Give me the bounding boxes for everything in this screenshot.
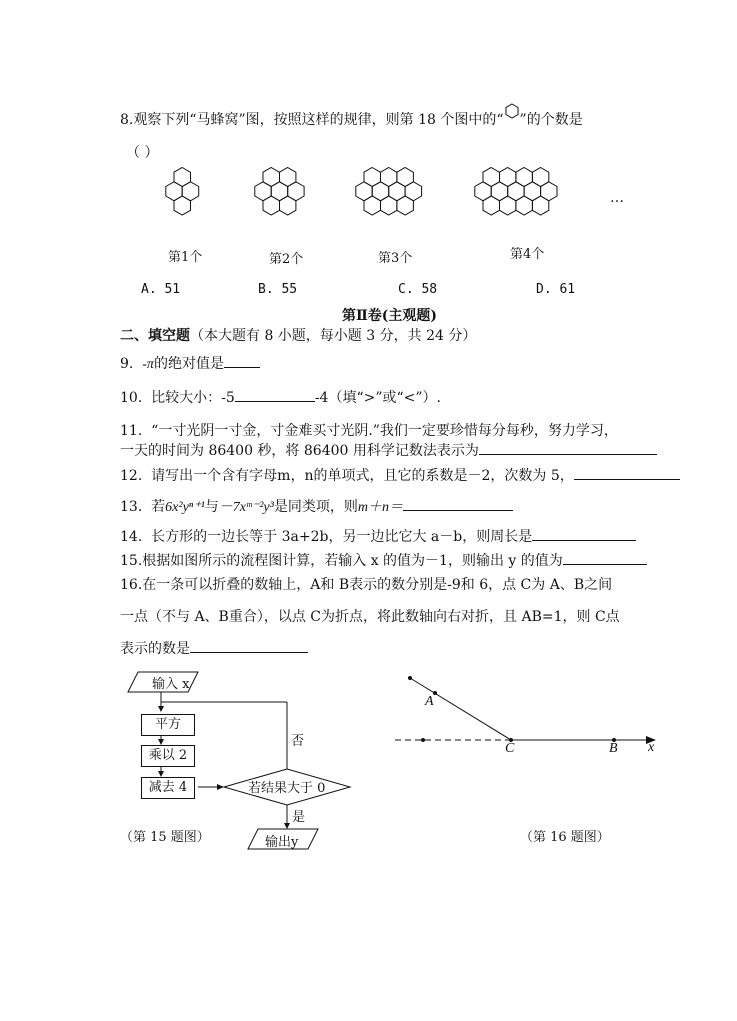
q9: 9. -π的绝对值是 bbox=[120, 355, 260, 374]
figure-label-4: 第4个 bbox=[510, 247, 545, 262]
honeycomb-cell bbox=[516, 196, 533, 215]
q9-answer-blank[interactable] bbox=[224, 355, 260, 368]
choice-b[interactable]: B. 55 bbox=[258, 282, 298, 297]
honeycomb-cell bbox=[280, 196, 296, 215]
choice-d[interactable]: D. 61 bbox=[536, 282, 576, 297]
honeycomb-cell bbox=[532, 196, 548, 215]
figure-label-3: 第3个 bbox=[378, 251, 413, 266]
q8-answer-paren: （ ） bbox=[126, 145, 159, 161]
honeycomb-group bbox=[166, 168, 557, 216]
label-a: A bbox=[425, 694, 434, 709]
q15-figure-caption: （第 15 题图） bbox=[120, 830, 210, 845]
honeycomb-cell bbox=[397, 196, 414, 215]
point-dashed bbox=[421, 738, 425, 742]
fold-number-line bbox=[390, 668, 680, 768]
q11-line1: 11. “一寸光阴一寸金，寸金难买寸光阴.”我们一定要珍惜每分每秒，努力学习， bbox=[120, 423, 618, 439]
q11-answer-blank[interactable] bbox=[479, 442, 657, 455]
q16-figure-caption: （第 16 题图） bbox=[520, 830, 610, 845]
flowchart-input-label: 输入 x bbox=[152, 677, 190, 692]
flowchart-yes-label: 是 bbox=[292, 810, 306, 825]
choice-c[interactable]: C. 58 bbox=[398, 282, 438, 297]
q12: 12. 请写出一个含有字母m，n的单项式，且它的系数是－2，次数为 5， bbox=[120, 467, 680, 485]
q14: 14. 长方形的一边长等于 3a+2b，另一边比它大 a－b，则周长是 bbox=[120, 528, 636, 546]
honeycomb-cell bbox=[500, 196, 516, 215]
part2-title: 第Ⅱ卷(主观题) bbox=[342, 308, 438, 324]
flowchart-step-subtract: 减去 4 bbox=[141, 777, 195, 799]
hexagon-icon bbox=[504, 103, 520, 119]
q8-stem: 8.观察下列“马蜂窝”图，按照这样的规律，则第 18 个图中的“ ”的个数是 bbox=[120, 111, 583, 129]
q11-line2: 一天的时间为 86400 秒，将 86400 用科学记数法表示为 bbox=[120, 442, 657, 460]
flowchart-decision-label: 若结果大于 0 bbox=[248, 781, 326, 796]
q16-line3: 表示的数是 bbox=[120, 640, 308, 658]
honeycomb-cell bbox=[483, 196, 500, 215]
flowchart-no-label: 否 bbox=[291, 734, 305, 749]
q12-answer-blank[interactable] bbox=[574, 467, 680, 480]
q13: 13. 若6x²yⁿ⁺¹与－7xᵐ⁻²y³是同类项，则m＋n＝ bbox=[120, 498, 513, 517]
figure-ellipsis: … bbox=[610, 190, 624, 206]
flowchart-step-multiply: 乘以 2 bbox=[141, 745, 195, 767]
q10-answer-blank[interactable] bbox=[235, 389, 315, 402]
q16-line2: 一点（不与 A、B重合），以点 C为折点，将此数轴向右对折，且 AB=1，则 C点 bbox=[120, 609, 620, 625]
q15: 15.根据如图所示的流程图计算，若输入 x 的值为－1，则输出 y 的值为 bbox=[120, 552, 647, 570]
honeycomb-cell bbox=[174, 196, 191, 215]
honeycomb-figures bbox=[150, 165, 630, 240]
q13-answer-blank[interactable] bbox=[403, 498, 513, 511]
honeycomb-cell bbox=[364, 196, 381, 215]
flowchart-output-label: 输出y bbox=[265, 835, 299, 850]
label-b: B bbox=[609, 741, 618, 756]
choice-a[interactable]: A. 51 bbox=[141, 282, 181, 297]
section-heading-label: 二、填空题 bbox=[120, 328, 190, 344]
q16-line1: 16.在一条可以折叠的数轴上，A和 B表示的数分别是-9和 6，点 C为 A、B之间 bbox=[120, 577, 613, 593]
honeycomb-cell bbox=[381, 196, 397, 215]
label-x: x bbox=[648, 740, 655, 755]
point-left-end bbox=[408, 676, 412, 680]
figure-label-1: 第1个 bbox=[168, 250, 203, 265]
q10: 10. 比较大小：-5 -4（填“>”或“<”）. bbox=[120, 390, 441, 406]
section-heading-note: （本大题有 8 小题，每小题 3 分，共 24 分） bbox=[190, 328, 477, 344]
honeycomb-cell bbox=[263, 196, 280, 215]
q15-answer-blank[interactable] bbox=[563, 552, 647, 565]
q14-answer-blank[interactable] bbox=[532, 528, 636, 541]
q16-answer-blank[interactable] bbox=[190, 640, 308, 653]
section-heading bbox=[120, 327, 476, 345]
flowchart-step-square: 平方 bbox=[141, 714, 195, 736]
figure-label-2: 第2个 bbox=[269, 252, 304, 267]
label-c: C bbox=[505, 741, 515, 756]
